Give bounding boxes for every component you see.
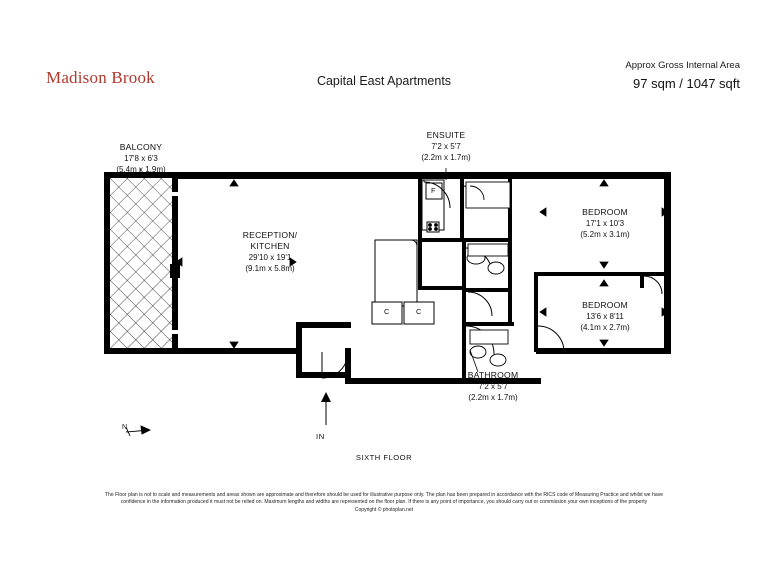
disclaimer xyxy=(64,492,704,514)
room-label-balcony xyxy=(104,142,178,175)
room-dim-metric: (5.2m x 3.1m) xyxy=(580,230,630,239)
room-dim-imperial: 13'6 x 8'11 xyxy=(586,312,624,321)
cupboard-right-label: C xyxy=(416,307,422,316)
fridge-label: F xyxy=(431,186,436,195)
room-dim-metric: (5.4m x 1.9m) xyxy=(116,165,166,174)
room-label-bedroom-1 xyxy=(546,207,664,240)
room-dim-imperial: 17'1 x 10'3 xyxy=(585,219,625,228)
room-name: ENSUITE xyxy=(426,130,466,140)
room-dim-imperial: 17'8 x 6'3 xyxy=(124,154,158,163)
entrance-label: IN xyxy=(316,432,325,441)
cupboard-left-label: C xyxy=(384,307,390,316)
room-label-bedroom-2 xyxy=(546,300,664,333)
room-name: BEDROOM xyxy=(582,207,628,217)
room-name: BALCONY xyxy=(119,142,163,152)
room-dim-metric: (2.2m x 1.7m) xyxy=(468,393,518,402)
room-dim-metric: (9.1m x 5.8m) xyxy=(245,264,295,273)
room-name-2: KITCHEN xyxy=(250,241,290,251)
copyright: Copyright © photoplan.net xyxy=(354,506,414,513)
room-name: BATHROOM xyxy=(467,370,519,380)
area-caption: Approx Gross Internal Area xyxy=(625,60,740,71)
disclaimer-line-1: The Floor plan is not to scale and measurements and areas shown are approximate and therefore should be used for illustrative purpose only. The plan has been prepared in accordance with the RICS code of Measuring Practice and whilst we have xyxy=(104,492,664,498)
brand-logo: Madison Brook xyxy=(46,68,155,87)
room-label-reception-kitchen xyxy=(215,230,325,274)
page-title: Capital East Apartments xyxy=(316,74,452,88)
room-label-ensuite xyxy=(408,130,484,163)
room-dim-imperial: 7'2 x 5'7 xyxy=(478,382,508,391)
floor-note: SIXTH FLOOR xyxy=(355,453,413,462)
north-arrow-label: N xyxy=(122,424,128,431)
room-name: BEDROOM xyxy=(582,300,628,310)
room-name: RECEPTION/ xyxy=(242,230,298,240)
room-dim-metric: (4.1m x 2.7m) xyxy=(580,323,630,332)
room-dim-metric: (2.2m x 1.7m) xyxy=(421,153,471,162)
area-value: 97 sqm / 1047 sqft xyxy=(633,76,740,91)
disclaimer-line-2: confidence in the information produced it must not be relied on. Maximum lengths and widths are represented on the floor plan. If there is any point of importance, you should carry out or commission your own inceptions of the property xyxy=(120,499,648,506)
room-label-bathroom xyxy=(440,370,546,403)
room-dim-imperial: 7'2 x 5'7 xyxy=(431,142,461,151)
room-dim-imperial: 29'10 x 19'1 xyxy=(248,253,292,262)
